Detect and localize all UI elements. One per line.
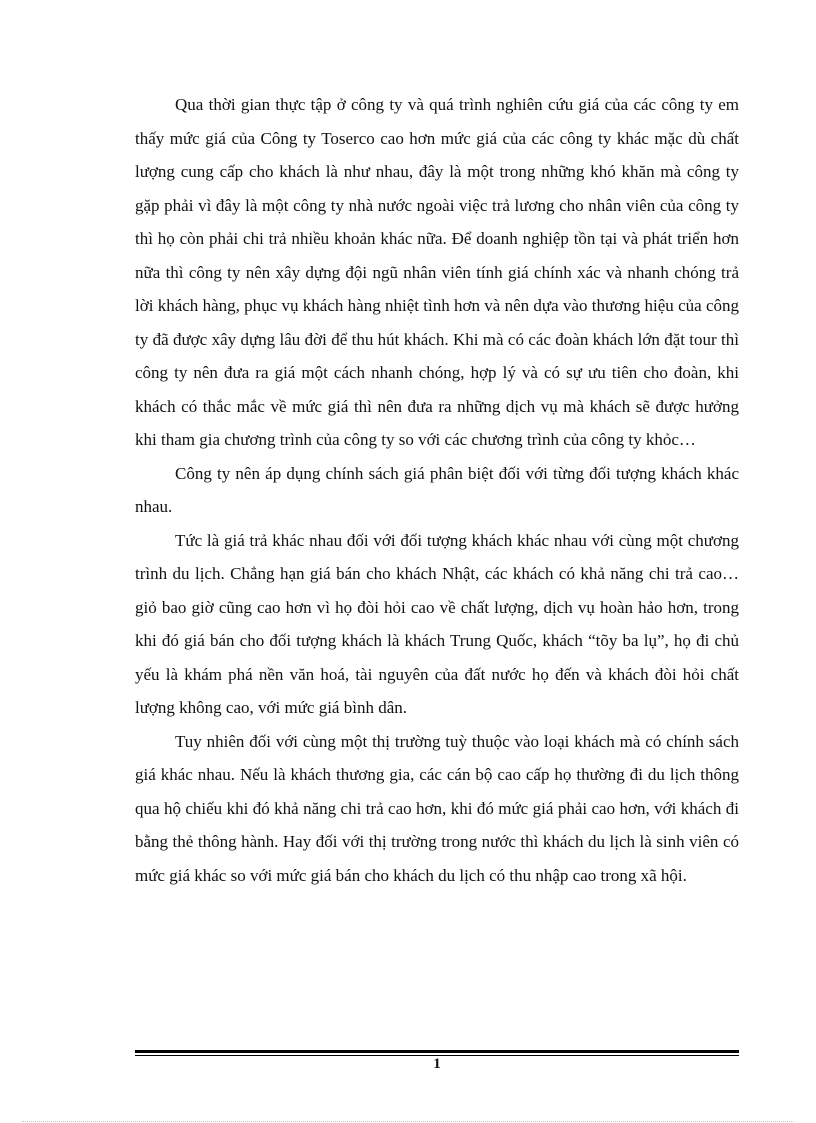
paragraph: Tức là giá trả khác nhau đối với đối tượng khách khác nhau với cùng một chương trình du lịch. Chẳng hạn giá bán cho khách Nhật, các khách có khả năng chi trả cao…giỏ bao giờ cũng cao hơn vì họ đòi hỏi cao về chất lượng, dịch vụ hoàn hảo hơn, trong khi đó giá bán cho đối tượng khách là khách Trung Quốc, khách “tõy ba lụ”, họ đi chủ yếu là khám phá nền văn hoá, tài nguyên của đất nước họ đến và khách đòi hỏi chất lượng không cao, với mức giá bình dân. — [135, 530, 739, 717]
page-edge-divider — [22, 1121, 794, 1122]
paragraph: Qua thời gian thực tập ở công ty và quá trình nghiên cứu giá của các công ty em thấy mức giá của Công ty Toserco cao hơn mức giá của các công ty khác mặc dù chất lượng cung cấp cho khách là như nhau, đây là một trong những khó khăn mà công ty gặp phải vì đây là một công ty nhà nước ngoài việc trả lương cho nhân viên của công ty thì họ còn phải chi trả nhiều khoản khác nữa. Để doanh nghiệp tồn tại và phát triển hơn nữa thì công ty nên xây dựng đội ngũ nhân viên tính giá chính xác và nhanh chóng trả lời khách hàng, phục vụ khách hàng nhiệt tình hơn và nên dựa vào thương hiệu của công ty đã được xây dựng lâu đời để thu hút khách. Khi mà có các đoàn khách lớn đặt tour thì công ty nên đưa ra giá một cách nhanh chóng, hợp lý và có sự ưu tiên cho đoàn, khi khách có thắc mắc về mức giá thì nên đưa ra những dịch vụ mà khách sẽ được hưởng khi tham gia chương trình của công ty so với các chương trình của công ty khỏc… — [135, 95, 739, 449]
footer-rule-thick — [135, 1050, 739, 1053]
page-number: 1 — [433, 1056, 441, 1072]
paragraph: Công ty nên áp dụng chính sách giá phân biệt đối với từng đối tượng khách khác nhau. — [135, 463, 739, 516]
body-text — [135, 88, 739, 892]
paragraph: Tuy nhiên đối với cùng một thị trường tuỳ thuộc vào loại khách mà có chính sách giá khác nhau. Nếu là khách thương gia, các cán bộ cao cấp họ thường đi du lịch thông qua hộ chiếu khi đó khả năng chi trả cao hơn, khi đó mức giá phải cao hơn, với khách đi bằng thẻ thông hành. Hay đối với thị trường trong nước thì khách du lịch là sinh viên có mức giá khác so với mức giá bán cho khách du lịch có thu nhập cao trong xã hội. — [135, 731, 739, 885]
